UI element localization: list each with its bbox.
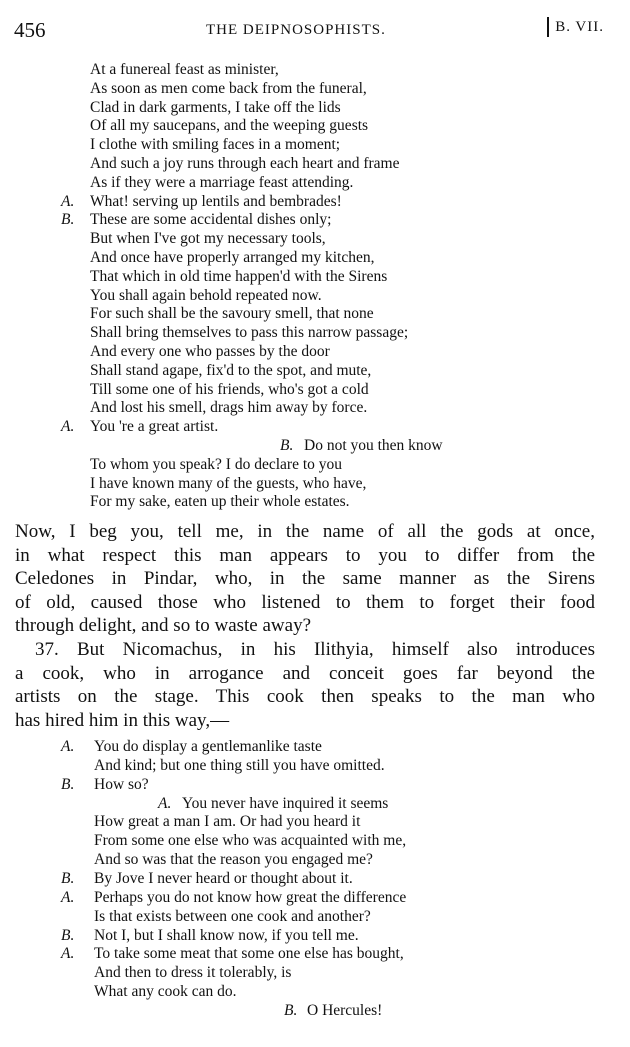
speaker-label: B. xyxy=(61,211,75,229)
speaker-label: A. xyxy=(61,738,75,755)
prose-line: artists on the stage. This cook then speaks to the man who xyxy=(15,686,595,708)
verse-line: For my sake, eaten up their whole estates. xyxy=(90,493,350,511)
verse-line: How great a man I am. Or had you heard it xyxy=(94,813,361,831)
verse-line: And lost his smell, drags him away by force. xyxy=(90,399,368,417)
verse-line: To take some meat that some one else has bought, xyxy=(94,945,404,963)
verse-line: You do display a gentlemanlike taste xyxy=(94,738,322,755)
page-header xyxy=(14,18,604,42)
verse-line: What! serving up lentils and bembrades! xyxy=(90,192,342,210)
prose-line: 37. But Nicomachus, in his Ilithyia, himself also introduces xyxy=(35,638,595,660)
verse-line: You shall again behold repeated now. xyxy=(90,286,322,304)
prose-line: has hired him in this way,— xyxy=(15,709,230,731)
verse-line: What any cook can do. xyxy=(94,983,237,1001)
verse-line: Not I, but I shall know now, if you tell me. xyxy=(94,926,359,944)
prose-line: a cook, who in arrogance and conceit goes far beyond the xyxy=(15,662,595,684)
verse-line: I clothe with smiling faces in a moment; xyxy=(90,136,341,154)
verse-line: And then to dress it tolerably, is xyxy=(94,964,292,982)
speaker-label: A. xyxy=(158,794,172,812)
speaker-label: A. xyxy=(61,945,75,963)
verse-line: I have known many of the guests, who have, xyxy=(90,474,367,492)
verse-line: These are some accidental dishes only; xyxy=(90,211,332,229)
verse-line: And so was that the reason you engaged me? xyxy=(94,851,373,869)
verse-line: You 're a great artist. xyxy=(90,418,219,436)
speaker-label: A. xyxy=(61,418,75,436)
book-label: B. VII. xyxy=(555,19,604,35)
verse-line: Clad in dark garments, I take off the lids xyxy=(90,98,341,116)
verse-line: And kind; but one thing still you have omitted. xyxy=(94,756,385,774)
verse-line: Shall stand agape, fix'd to the spot, and mute, xyxy=(90,361,372,379)
verse-line: For such shall be the savoury smell, that none xyxy=(90,305,374,323)
verse-line: How so? xyxy=(94,775,149,793)
speaker-label: B. xyxy=(61,869,75,887)
verse-line: Do not you then know xyxy=(304,437,443,454)
verse-line: Is that exists between one cook and another? xyxy=(94,907,371,925)
verse-line: And once have properly arranged my kitchen, xyxy=(90,249,375,266)
prose-paragraph xyxy=(15,520,595,732)
verse-line: But when I've got my necessary tools, xyxy=(90,230,326,248)
verse-line: As if they were a marriage feast attending. xyxy=(90,173,354,191)
speaker-label: B. xyxy=(61,775,75,793)
verse-line: And every one who passes by the door xyxy=(90,343,330,360)
verse-line: As soon as men come back from the funeral, xyxy=(90,79,367,97)
verse-line: O Hercules! xyxy=(307,1001,383,1019)
verse-line: Shall bring themselves to pass this narrow passage; xyxy=(90,324,409,342)
speaker-label: B. xyxy=(280,437,294,454)
prose-line: through delight, and so to waste away? xyxy=(15,615,312,637)
prose-line: of old, caused those who listened to them to forget their food xyxy=(15,591,595,613)
prose-line: in what respect this man appears to you to differ from the xyxy=(15,544,595,566)
running-title: THE DEIPNOSOPHISTS. xyxy=(206,22,386,38)
verse-line: You never have inquired it seems xyxy=(182,794,389,812)
verse-line: Perhaps you do not know how great the difference xyxy=(94,888,407,906)
speaker-label: A. xyxy=(61,888,75,906)
verse-line: And such a joy runs through each heart and frame xyxy=(90,155,400,172)
verse-line: From some one else who was acquainted with me, xyxy=(94,832,407,850)
speaker-label: B. xyxy=(61,926,75,944)
prose-line: Celedones in Pindar, who, in the same manner as the Sirens xyxy=(15,568,595,590)
prose-line: Now, I beg you, tell me, in the name of all the gods at once, xyxy=(15,521,595,542)
verse-line: Of all my saucepans, and the weeping guests xyxy=(90,117,369,135)
speaker-label: A. xyxy=(61,192,75,210)
verse-line: Till some one of his friends, who's got a cold xyxy=(90,380,369,398)
verse-line: That which in old time happen'd with the Sirens xyxy=(90,267,388,285)
speaker-label: B. xyxy=(284,1001,298,1019)
verse-line: To whom you speak? I do declare to you xyxy=(90,455,343,473)
page-number: 456 xyxy=(14,18,46,42)
verse-line: By Jove I never heard or thought about it. xyxy=(94,869,353,887)
verse-line: At a funereal feast as minister, xyxy=(90,61,279,78)
